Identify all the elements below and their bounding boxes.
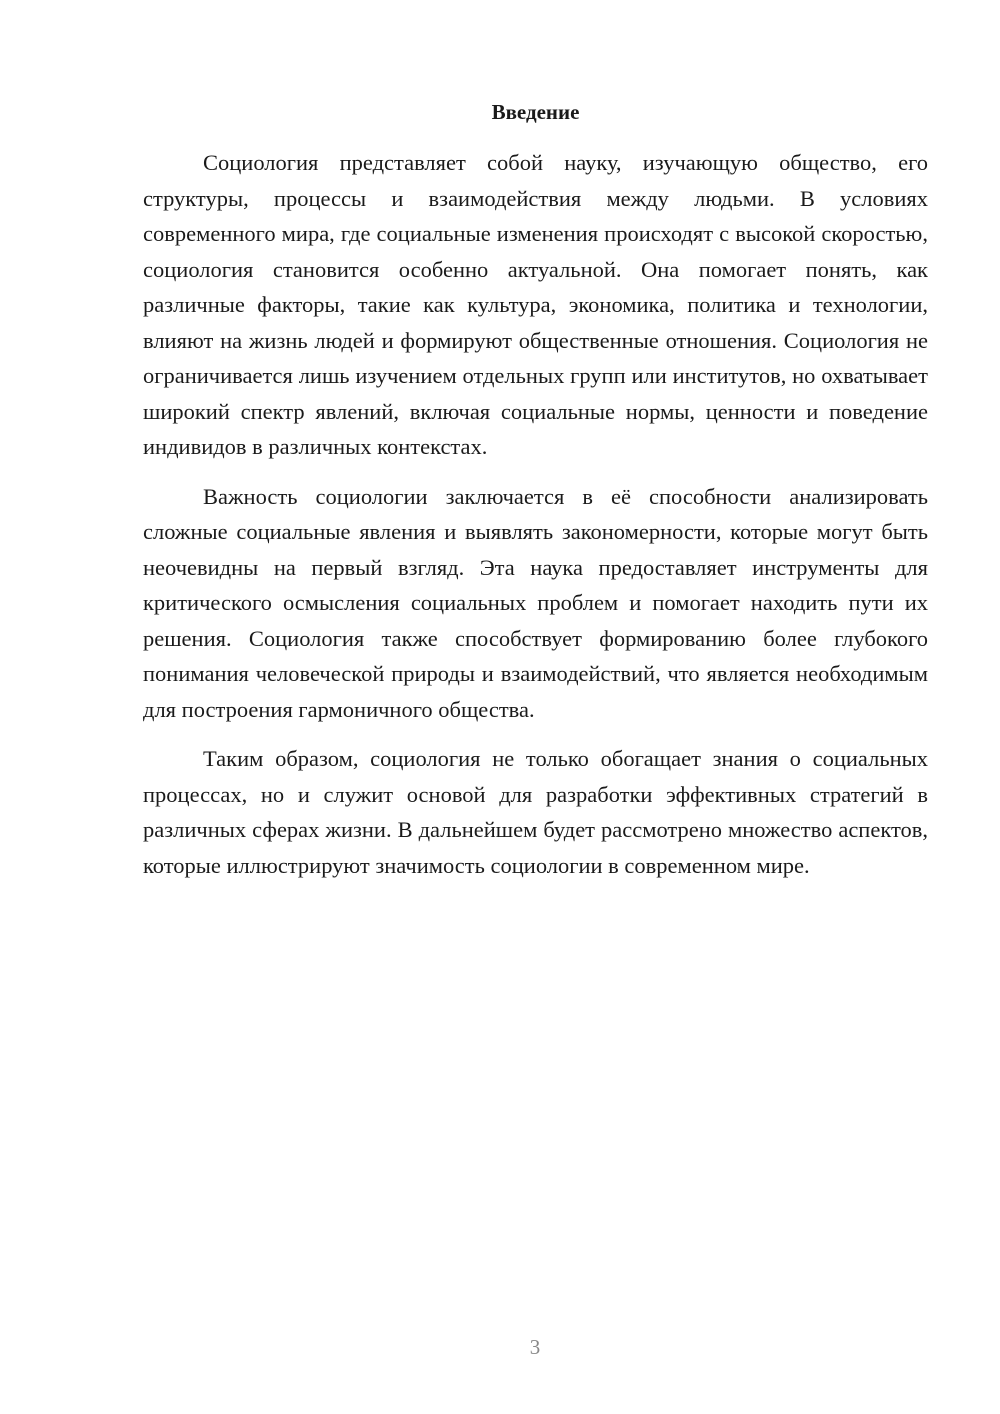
paragraph-2: Важность социологии заключается в её способности анализировать сложные социальные явления и выявлять закономерности, которые могут быть неочевидны на первый взгляд. Эта наука предоставляет инструменты для критического осмысления социальных проблем и помогает находить пути их решения. Социология также способствует формированию более глубокого понимания человеческой природы и взаимодействий, что является необходимым для построения гармоничного общества. bbox=[143, 483, 928, 722]
paragraph-1: Социология представляет собой науку, изучающую общество, его структуры, процессы и взаимодействия между людьми. В условиях современного мира, где социальные изменения происходят с высокой скоростью, социология становится особенно актуальной. Она помогает понять, как различные факторы, такие как культура, экономика, политика и технологии, влияют на жизнь людей и формируют общественные отношения. Социология не ограничивается лишь изучением отдельных групп или институтов, но охватывает широкий спектр явлений, включая социальные нормы, ценности и поведение индивидов в различных контекстах. bbox=[143, 150, 928, 459]
paragraph-3: Таким образом, социология не только обогащает знания о социальных процессах, но и служит основой для разработки эффективных стратегий в различных сферах жизни. В дальнейшем будет рассмотрено множество аспектов, которые иллюстрируют значимость социологии в современном мире. bbox=[143, 746, 928, 878]
section-heading: Введение bbox=[491, 100, 580, 124]
page-number: 3 bbox=[529, 1335, 541, 1359]
body-text bbox=[143, 145, 928, 897]
